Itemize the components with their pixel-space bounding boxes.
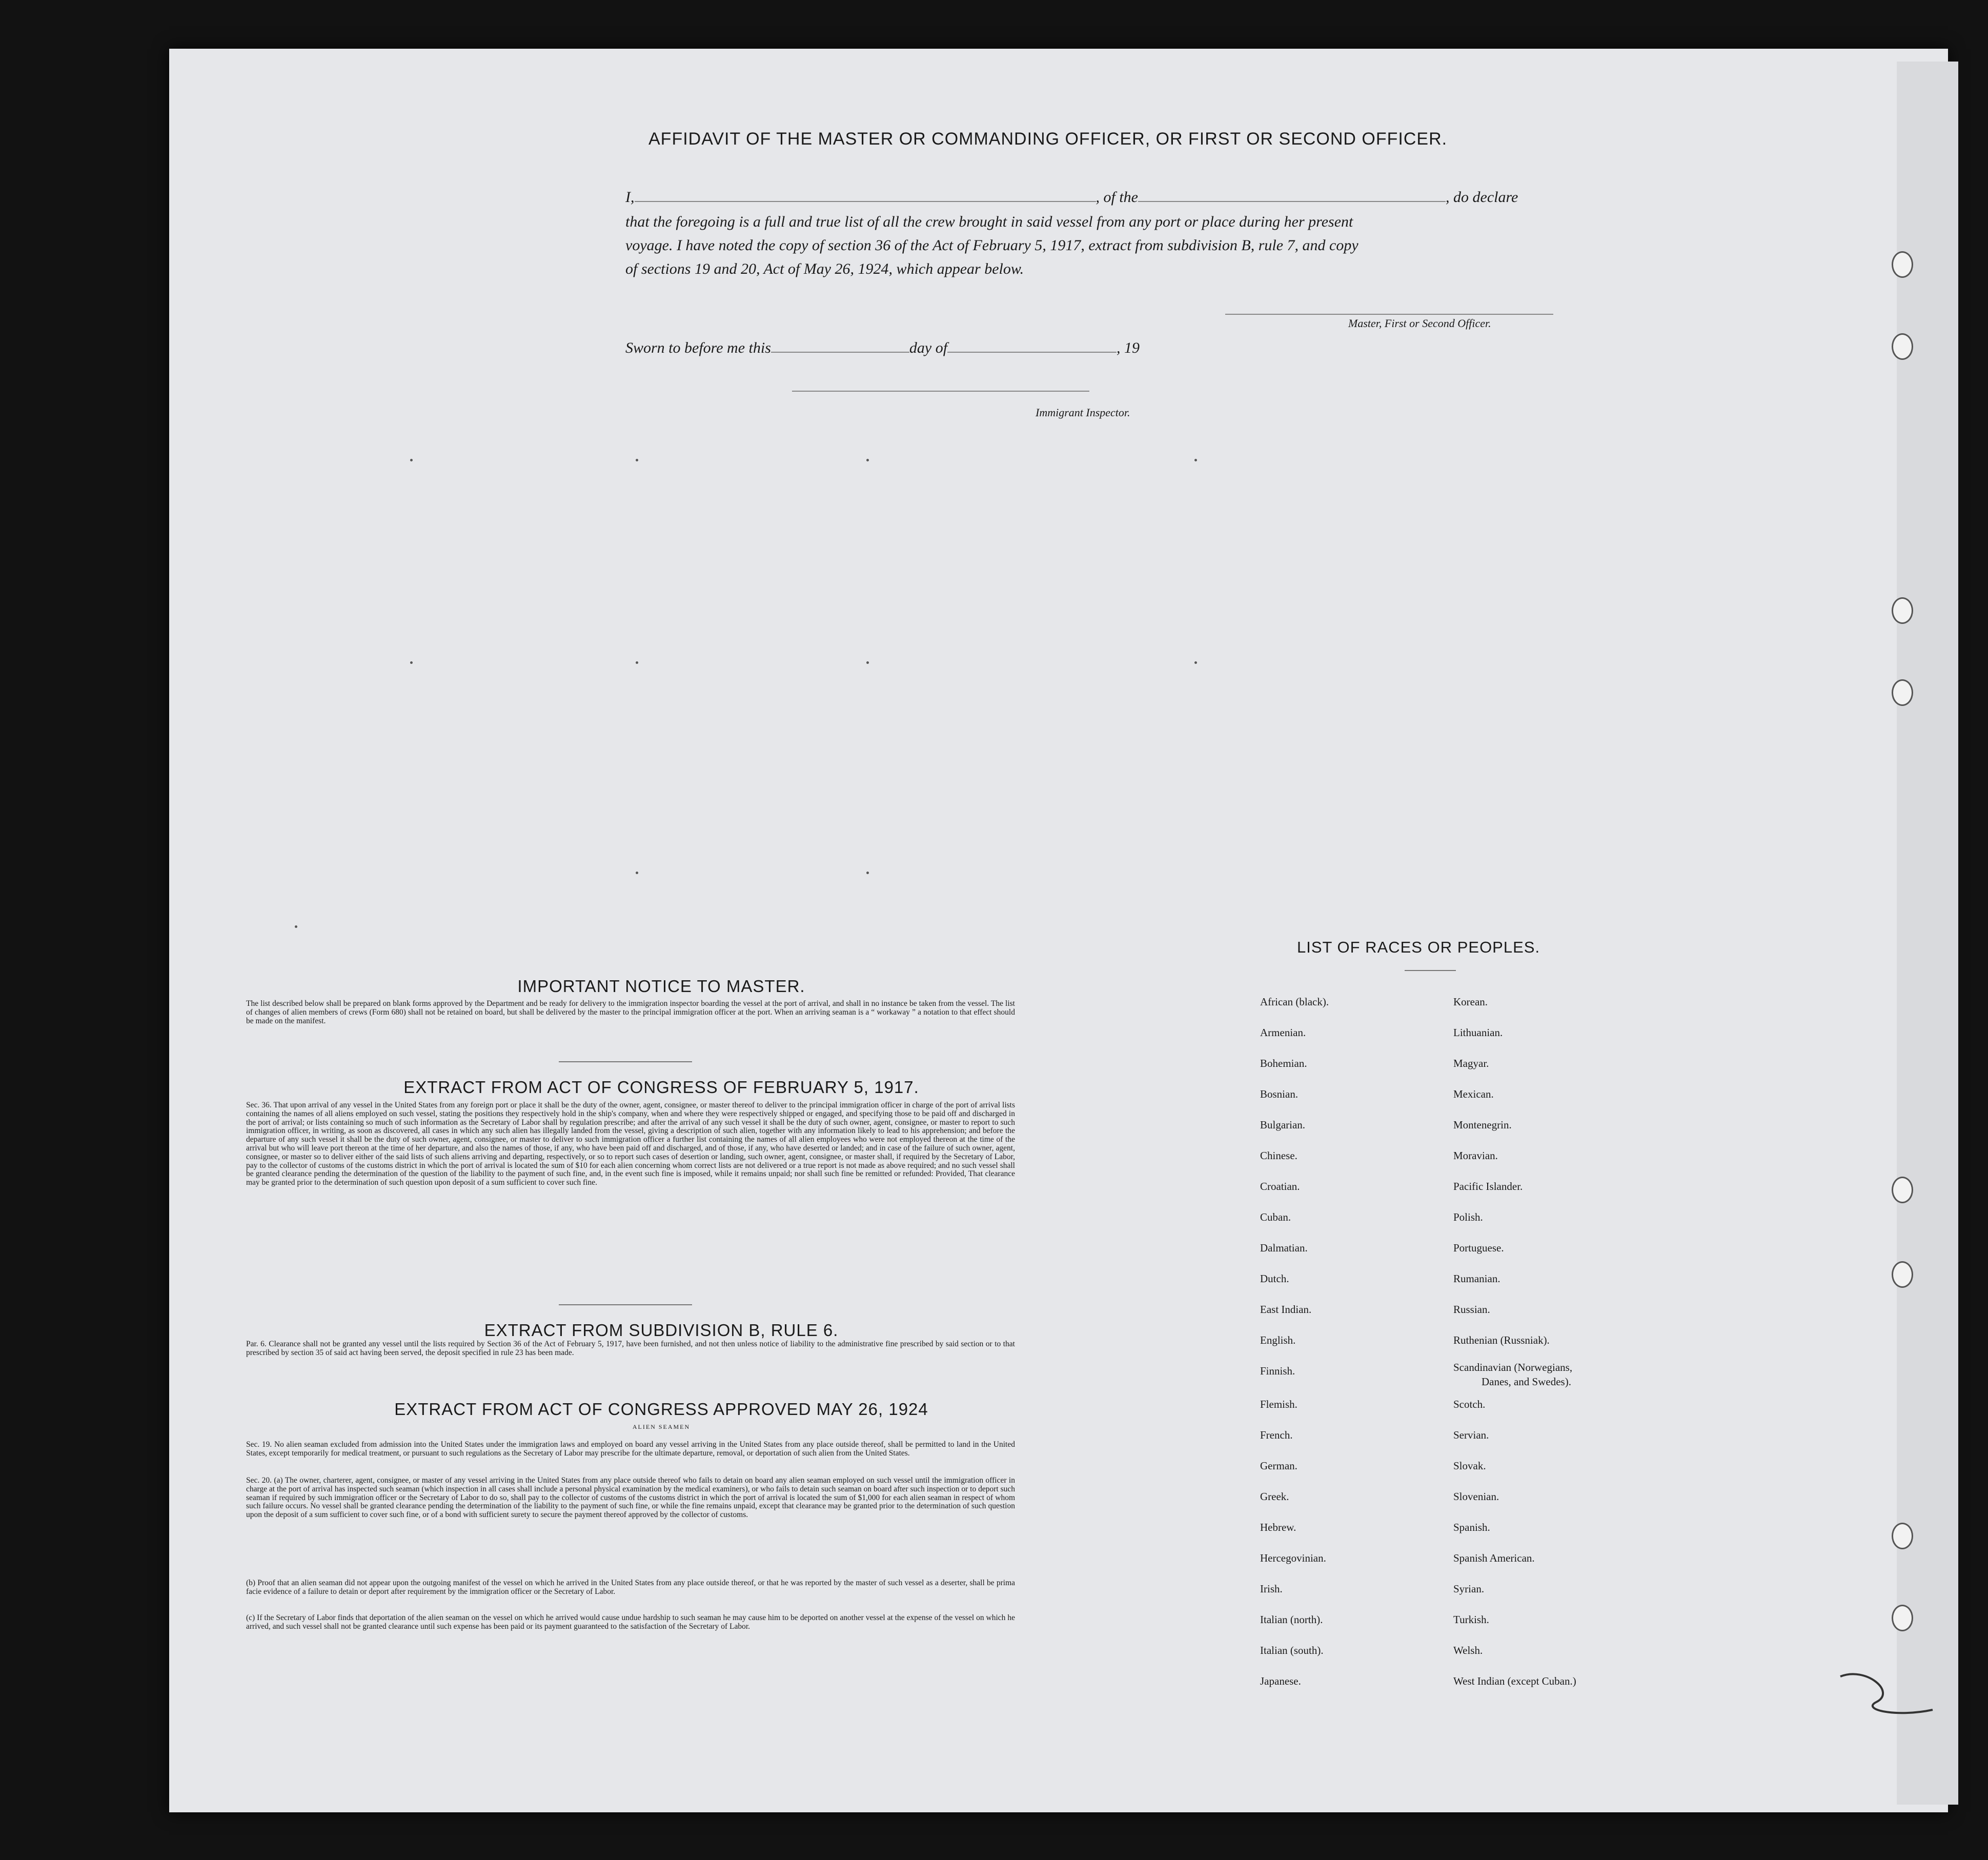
- race-item: Slovenian.: [1453, 1490, 1499, 1503]
- punch-hole: [1892, 1523, 1913, 1549]
- master-signature-line: [1225, 314, 1553, 315]
- race-item: Croatian.: [1260, 1180, 1300, 1192]
- race-item: Chinese.: [1260, 1149, 1297, 1162]
- affidavit-line-4: of sections 19 and 20, Act of May 26, 1924, which appear below.: [625, 260, 1024, 277]
- race-item: African (black).: [1260, 996, 1329, 1008]
- race-item: Hercegovinian.: [1260, 1552, 1326, 1564]
- bleed-dot: [866, 872, 869, 874]
- race-item: Irish.: [1260, 1583, 1283, 1595]
- bleed-dot: [636, 661, 638, 664]
- punch-hole: [1892, 1177, 1913, 1203]
- do-declare-text: , do declare: [1446, 189, 1518, 206]
- bleed-dot: [636, 459, 638, 461]
- races-title-underline: [1405, 970, 1456, 971]
- alien-seamen-subtitle: ALIEN SEAMEN: [632, 1423, 691, 1430]
- punch-hole: [1892, 1605, 1913, 1631]
- affidavit-declare-line: [625, 189, 1574, 206]
- race-item: Armenian.: [1260, 1026, 1306, 1039]
- race-item: German.: [1260, 1460, 1297, 1472]
- race-item: Pacific Islander.: [1453, 1180, 1523, 1192]
- race-item: Rumanian.: [1453, 1272, 1500, 1285]
- document-page: [169, 49, 1948, 1812]
- race-item: Japanese.: [1260, 1675, 1301, 1687]
- bleed-dot: [866, 661, 869, 664]
- race-item: Servian.: [1453, 1429, 1489, 1441]
- act-1924-sec19: Sec. 19. No alien seaman excluded from admission into the United States under the immigration laws and employed on board any vessel arriving in the United States from any place outside thereof, shall be permitted to land in the United States, except temporarily for medical treatment, or pursuant to such regulations as the Secretary of Labor may prescribe for the ultimate departure, removal, or deportation of such alien from the United States.: [246, 1440, 1015, 1458]
- punch-hole: [1892, 333, 1913, 360]
- race-item: Mexican.: [1453, 1088, 1494, 1100]
- race-item: Lithuanian.: [1453, 1026, 1503, 1039]
- bleed-dot: [636, 872, 638, 874]
- bleed-dot: [410, 459, 413, 461]
- act-1917-text: Sec. 36. That upon arrival of any vessel in the United States from any foreign port or place it shall be the duty of the owner, agent, consignee, or master thereof to deliver to the principal immigration officer in charge of the port of arrival lists containing the names of all aliens employed on such vessel, stating the positions they respectively hold in the ship's company, when and where they were respectively shipped or engaged, and specifying those to be paid off and discharged in the port of arrival; or lists containing so much of such information as the Secretary of Labor shall by regulation prescribe; and after the arrival of any such vessel it shall be the duty of such owner, agent, consignee, or master to report to such immigration officer, in writing, as soon as discovered, all cases in which any such alien has illegally landed from the vessel, giving a description of such alien, together with any information likely to lead to his apprehension; and before the departure of any such vessel it shall be the duty of such owner, agent, consignee, or master to deliver to such immigration officer a further list containing the names of all alien employees who were not employed thereon at the time of the arrival but who will leave port thereon at the time of her departure, and also the names of those, if any, who have been paid off and discharged, and of those, if any, who have deserted or landed; and in case of the failure of such owner, agent, consignee, or master so to deliver either of the said lists of such aliens arriving and departing, respectively, or so to report such cases of desertion or landing, such owner, agent, consignee, or master shall, if required by the Secretary of Labor, pay to the collector of customs of the customs district in which the port of arrival is located the sum of $10 for each alien concerning whom correct lists are not delivered or a true report is not made as above required; and no such vessel shall be granted clearance pending the determination of the question of the liability to the payment of such fine, and, in the event such fine is imposed, while it remains unpaid; nor shall such fine be remitted or refunded: Provided, That clearance may be granted prior to the determination of such question upon deposit of a sum sufficient to cover such fine.: [246, 1101, 1015, 1187]
- race-item: Korean.: [1453, 996, 1488, 1008]
- race-item: Slovak.: [1453, 1460, 1486, 1472]
- rule-6-text: Par. 6. Clearance shall not be granted any vessel until the lists required by Section 36 of the Act of February 5, 1917, have been furnished, and not then unless notice of liability to the administrative fine prescribed by said section or to that prescribed by section 35 of said act having been served, the deposit specified in rule 23 has been made.: [246, 1340, 1015, 1357]
- race-item: West Indian (except Cuban.): [1453, 1675, 1576, 1687]
- bleed-dot: [295, 925, 297, 928]
- affidavit-line-2: that the foregoing is a full and true list of all the crew brought in said vessel from any port or place during her present: [625, 213, 1353, 230]
- race-item-continued: Danes, and Swedes).: [1482, 1376, 1571, 1388]
- race-item: Dalmatian.: [1260, 1242, 1308, 1254]
- race-item: East Indian.: [1260, 1303, 1312, 1316]
- act-1924-sec20b: (b) Proof that an alien seaman did not appear upon the outgoing manifest of the vessel on which he arrived in the United States from any place outside thereof, or that he was reported by the master of such vessel as a deserter, shall be prima facie evidence of a failure to detain or deport after requirement by the immigration officer or the Secretary of Labor.: [246, 1579, 1015, 1596]
- race-item: Finnish.: [1260, 1365, 1295, 1377]
- race-item: Spanish American.: [1453, 1552, 1535, 1564]
- race-item: Welsh.: [1453, 1644, 1483, 1656]
- sworn-text: Sworn to before me this: [625, 339, 771, 356]
- punch-hole: [1892, 251, 1913, 278]
- race-item: Dutch.: [1260, 1272, 1289, 1285]
- race-item: Montenegrin.: [1453, 1119, 1512, 1131]
- race-item: Flemish.: [1260, 1398, 1297, 1410]
- races-title: LIST OF RACES OR PEOPLES.: [1297, 938, 1540, 956]
- race-item: Syrian.: [1453, 1583, 1485, 1595]
- section-divider: [559, 1061, 692, 1062]
- race-item: Moravian.: [1453, 1149, 1498, 1162]
- punch-hole: [1892, 1261, 1913, 1288]
- affidavit-title: AFFIDAVIT OF THE MASTER OR COMMANDING OFFICER, OR FIRST OR SECOND OFFICER.: [648, 129, 1448, 149]
- punch-hole: [1892, 597, 1913, 624]
- race-item: French.: [1260, 1429, 1293, 1441]
- sworn-month-blank: [947, 352, 1117, 353]
- race-item: Russian.: [1453, 1303, 1490, 1316]
- act-1924-sec20c: (c) If the Secretary of Labor finds that deportation of the alien seaman on the vessel on which he arrived would cause undue hardship to such seaman he may cause him to be deported on another vessel at the expense of the vessel on which he arrived, and such vessel shall not be granted clearance until such expense has been paid or its payment guaranteed to the satisfaction of the Secretary of Labor.: [246, 1613, 1015, 1631]
- act-1924-title: EXTRACT FROM ACT OF CONGRESS APPROVED MAY 26, 1924: [394, 1400, 928, 1419]
- sworn-day-blank: [771, 352, 909, 353]
- pen-scribble: [1835, 1661, 1938, 1723]
- race-item: Italian (north).: [1260, 1613, 1323, 1626]
- vessel-name-blank: [1138, 201, 1446, 202]
- race-item: Spanish.: [1453, 1521, 1490, 1533]
- race-item: Portuguese.: [1453, 1242, 1504, 1254]
- notice-title: IMPORTANT NOTICE TO MASTER.: [517, 977, 805, 996]
- race-item: Scotch.: [1453, 1398, 1486, 1410]
- race-item: Italian (south).: [1260, 1644, 1324, 1656]
- bleed-dot: [1194, 661, 1197, 664]
- bleed-dot: [410, 661, 413, 664]
- inspector-caption: Immigrant Inspector.: [1036, 406, 1130, 419]
- race-item: Cuban.: [1260, 1211, 1291, 1223]
- day-of-text: day of: [909, 339, 948, 356]
- act-1924-sec20a: Sec. 20. (a) The owner, charterer, agent, consignee, or master of any vessel arriving in the United States from any place outside thereof who fails to detain on board any alien seaman employed on such vessel until the immigration officer in charge at the port of arrival has inspected such seaman (which inspection in all cases shall include a personal physical examination by the medical examiners), or who fails to detain such seaman on board after such inspection or to deport such seaman if required by such immigration officer or the Secretary of Labor to do so, shall pay to the collector of customs of the customs district in which the port of arrival is located the sum of $1,000 for each alien seaman in respect of whom such failure occurs. No vessel shall be granted clearance pending the determination of the liability to the payment of such fine, or while the fine remains unpaid, except that clearance may be granted prior to the determination of such question upon the deposit of a sum sufficient to cover such fine, or of a bond with sufficient surety to secure the payment thereof approved by the collector of customs.: [246, 1476, 1015, 1520]
- race-item: Bohemian.: [1260, 1057, 1307, 1069]
- notice-text: The list described below shall be prepared on blank forms approved by the Department and be ready for delivery to the immigration inspector boarding the vessel at the port of arrival, and shall in no instance be taken from the vessel. The list of changes of alien members of crews (Form 680) shall not be retained on board, but shall be delivered by the master to the principal immigration officer at the port. When an arriving seaman is a “ workaway ” a notation to that effect should be made on the manifest.: [246, 999, 1015, 1025]
- declarant-prefix: I,: [625, 189, 635, 206]
- race-item: Turkish.: [1453, 1613, 1489, 1626]
- master-caption: Master, First or Second Officer.: [1348, 317, 1491, 330]
- bleed-dot: [1194, 459, 1197, 461]
- declarant-name-blank: [635, 201, 1096, 202]
- race-item: Greek.: [1260, 1490, 1289, 1503]
- race-item: English.: [1260, 1334, 1296, 1346]
- of-the-text: , of the: [1096, 189, 1138, 206]
- rule-6-title: EXTRACT FROM SUBDIVISION B, RULE 6.: [484, 1321, 839, 1340]
- affidavit-line-3: voyage. I have noted the copy of section 36 of the Act of February 5, 1917, extract from subdivision B, rule 7, and copy: [625, 237, 1358, 254]
- race-item: Hebrew.: [1260, 1521, 1296, 1533]
- inspector-signature-line: [792, 391, 1089, 392]
- race-item: Polish.: [1453, 1211, 1483, 1223]
- race-item: Magyar.: [1453, 1057, 1489, 1069]
- act-1917-title: EXTRACT FROM ACT OF CONGRESS OF FEBRUARY 5, 1917.: [403, 1078, 919, 1097]
- year-prefix-text: , 19: [1117, 339, 1140, 356]
- sworn-line: [625, 339, 1292, 357]
- race-item: Scandinavian (Norwegians,: [1453, 1361, 1573, 1373]
- punch-hole: [1892, 679, 1913, 706]
- bleed-dot: [866, 459, 869, 461]
- section-divider: [559, 1304, 692, 1305]
- race-item: Ruthenian (Russniak).: [1453, 1334, 1550, 1346]
- race-item: Bosnian.: [1260, 1088, 1299, 1100]
- race-item: Bulgarian.: [1260, 1119, 1306, 1131]
